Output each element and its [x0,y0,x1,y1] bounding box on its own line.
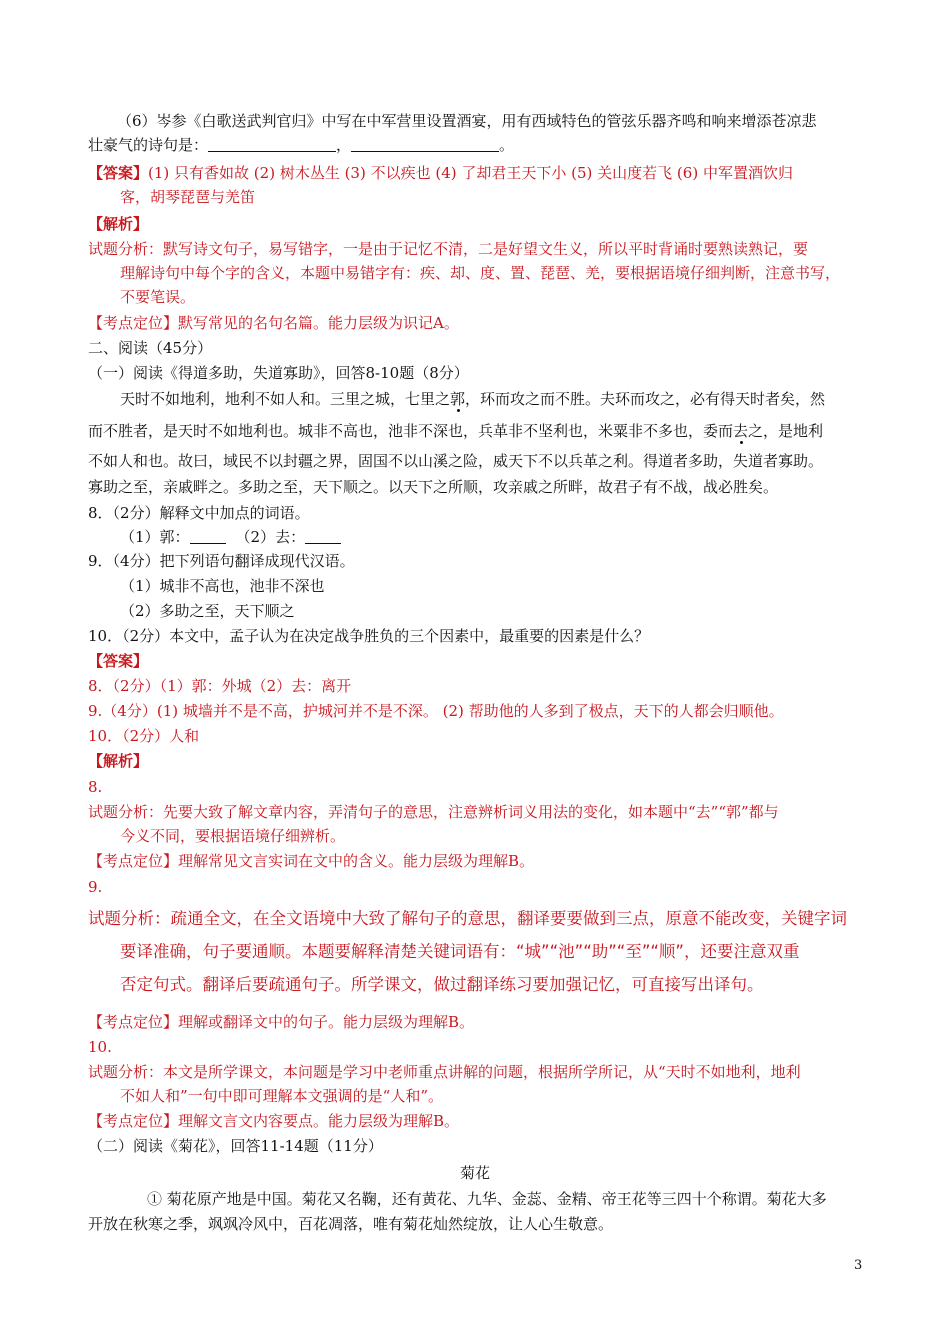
passage-text: ，环而攻之而不胜。夫环而攻之，必有得天时者矣，然 [465,390,826,408]
q6-prefix: 壮豪气的诗句是： [88,136,209,154]
dotted-word: 郭 [450,390,466,408]
question-8-sub [120,526,341,548]
answer-tag: 【答案】 [88,652,149,670]
analysis-line: 试题分析：本文是所学课文，本问题是学习中老师重点讲解的问题，根据所学所记，从“天时不如地利，地利 [88,1063,801,1081]
article-paragraph-line: ① 菊花原产地是中国。菊花又名鞠，还有黄花、九华、金蕊、金精、帝王花等三四十个称谓。菊花大多 [147,1190,827,1208]
q6-line1: （6）岑参《白歌送武判官归》中写在中军营里设置酒宴，用有西域特色的管弦乐器齐鸣和响来增添苍凉悲 [117,112,817,130]
answer-blank [351,136,499,152]
kaodian-line: 【考点定位】默写常见的名句名篇。能力层级为识记A。 [88,314,459,332]
answer-line: 8．（2分）（1）郭：外城（2）去：离开 [88,677,352,695]
analysis-line: 试题分析：疏通全文，在全文语境中大致了解句子的意思，翻译要要做到三点，原意不能改变，关键字词 [88,909,847,928]
passage-line: 寡助之至，亲戚畔之。多助之至，天下顺之。以天下之所顺，攻亲戚之所畔，故君子有不战，战必胜矣。 [88,478,779,496]
page-number: 3 [854,1258,863,1273]
answer-line: (1) 只有香如故 (2) 树木丛生 (3) 不以疾也 (4) 了却君王天下小 (5) 关山度若飞 (6) 中军置酒饮归 [148,164,793,182]
article-paragraph-line: 开放在秋寒之季，飒飒冷风中，百花凋落，唯有菊花灿然绽放，让人心生敬意。 [88,1215,614,1233]
kaodian-line: 【考点定位】理解常见文言实词在文中的含义。能力层级为理解B。 [88,852,535,870]
question-9: 9．（4分）把下列语句翻译成现代汉语。 [88,552,355,570]
answer-blank [305,528,341,544]
answer-line: 10．（2分）人和 [88,727,200,745]
kaodian-line: 【考点定位】理解或翻译文中的句子。能力层级为理解B。 [88,1013,475,1031]
analysis-number: 9. [88,878,103,896]
passage-line [120,388,825,410]
article-title: 菊花 [459,1164,490,1182]
q6-period: 。 [499,136,515,154]
answer-tag: 【答案】 [88,164,149,182]
analysis-line: 否定句式。翻译后要疏通句子。所学课文，做过翻译练习要加强记忆，可直接写出译句。 [120,975,764,994]
analysis-line: 不要笔误。 [120,288,196,306]
reading-intro: （一）阅读《得道多助，失道寡助》，回答8-10题（8分） [88,364,469,382]
analysis-line: 要译准确，句子要通顺。本题要解释清楚关键词语有：“城”“池”“助”“至”“顺”，还要注意双重 [120,942,800,961]
passage-text: 天时不如地利，地利不如人和。三里之城，七里之 [120,390,451,408]
dotted-word: 去 [733,422,749,440]
analysis-line: 试题分析：先要大致了解文章内容，弄清句子的意思，注意辨析词义用法的变化，如本题中“去”“郭”都与 [88,803,779,821]
passage-line: 不如人和也。故曰，域民不以封疆之界，固国不以山溪之险，威天下不以兵革之利。得道者多助，失道者寡助。 [88,452,824,470]
kaodian-line: 【考点定位】理解文言文内容要点。能力层级为理解B。 [88,1112,460,1130]
analysis-line: 不如人和”一句中即可理解本文强调的是“人和”。 [120,1087,444,1105]
analysis-line: 理解诗句中每个字的含义，本题中易错字有：疾、却、度、置、琵琶、羌，要根据语境仔细判断，注意书写， [120,264,841,282]
question-9-sub: （2）多助之至，天下顺之 [120,602,295,620]
analysis-line: 今义不同，要根据语境仔细辨析。 [120,827,346,845]
jiexi-tag: 【解析】 [88,215,149,233]
answer-blank [190,528,226,544]
answer-blank [208,136,336,152]
passage-line [88,420,823,442]
passage-text: 之，是地利 [748,422,824,440]
section-heading: 二、阅读（45分） [88,339,213,357]
question-8: 8．（2分）解释文中加点的词语。 [88,504,310,522]
question-10: 10．（2分）本文中，孟子认为在决定战争胜负的三个因素中，最重要的因素是什么？ [88,627,650,645]
answer-block-1 [88,162,793,184]
analysis-line: 试题分析：默写诗文句子，易写错字，一是由于记忆不清，二是好望文生义，所以平时背诵时要熟读熟记，要 [88,240,809,258]
q6-line2 [88,134,514,156]
analysis-number: 8. [88,778,103,796]
passage-text: 而不胜者，是天时不如地利也。城非不高也，池非不深也，兵革非不坚利也，米粟非不多也，委而 [88,422,734,440]
sub-label: （2）去： [235,528,306,546]
sub-label: （1）郭： [120,528,190,546]
analysis-number: 10. [88,1038,112,1056]
q6-comma: ， [336,136,352,154]
reading-intro: （二）阅读《菊花》，回答11-14题（11分） [88,1137,383,1155]
answer-line: 客，胡琴琵琶与羌笛 [120,188,256,206]
jiexi-tag: 【解析】 [88,752,149,770]
answer-line: 9.（4分）(1) 城墙并不是不高，护城河并不是不深。 (2) 帮助他的人多到了极点，天下的人都会归顺他。 [88,702,784,720]
question-9-sub: （1）城非不高也，池非不深也 [120,577,325,595]
